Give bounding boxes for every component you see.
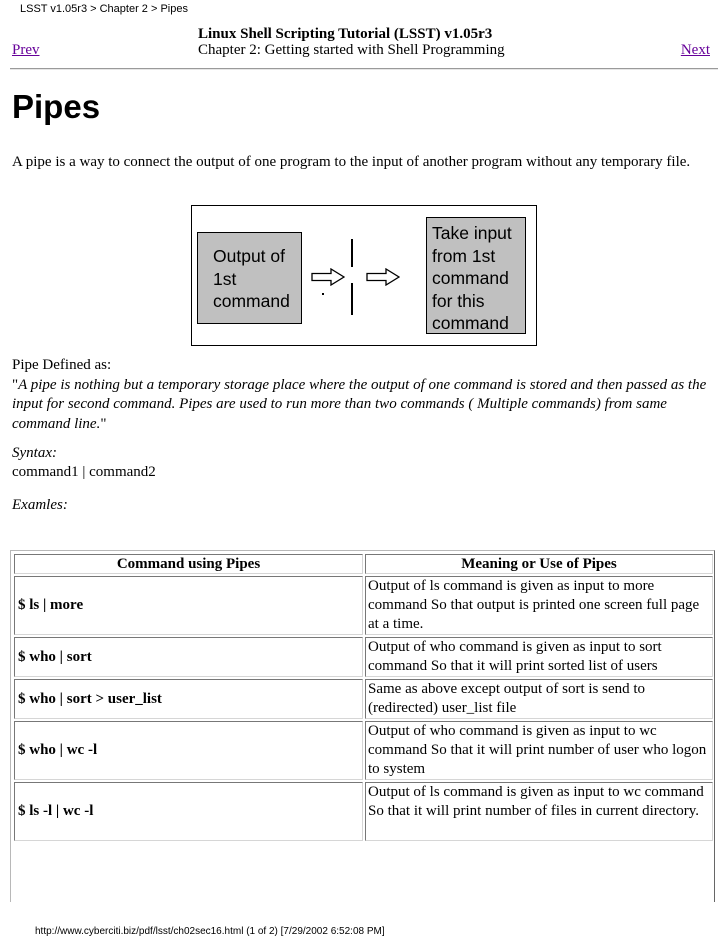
page-title: Pipes: [12, 88, 101, 125]
table-cell-meaning: Output of who command is given as input to sort command So that it will print sorted list of users: [365, 637, 713, 677]
intro-paragraph: A pipe is a way to connect the output of one program to the input of another program without any temporary file.: [12, 154, 691, 170]
pipe-definition: [12, 356, 714, 434]
diagram-dot: [322, 293, 324, 295]
input-box-line: command: [432, 313, 509, 333]
definition-text: [12, 376, 714, 435]
table-cell-meaning: Output of who command is given as input to wc command So that it will print number of user who logon to system: [365, 721, 713, 780]
syntax-label: Syntax:: [12, 445, 57, 461]
open-quote: ": [12, 376, 19, 393]
chapter-title: Chapter 2: Getting started with Shell Programming: [198, 42, 505, 58]
table-header-meaning: Meaning or Use of Pipes: [365, 554, 713, 574]
table-cell-meaning: Output of ls command is given as input to wc command So that it will print number of files in current directory.: [365, 782, 713, 841]
definition-quote: A pipe is nothing but a temporary storage place where the output of one command is stored and then passed as the input for second command. Pipes are used to run more than two commands ( Multiple commands) from same command line.: [12, 376, 707, 432]
header-divider: [10, 68, 718, 70]
output-box-line: command: [213, 291, 290, 311]
next-link[interactable]: Next: [680, 42, 710, 58]
input-box-line: Take input: [432, 223, 512, 243]
tutorial-title: Linux Shell Scripting Tutorial (LSST) v1.05r3: [198, 26, 493, 42]
pipe-bar-bottom: [351, 283, 353, 315]
input-box-line: for this: [432, 290, 485, 311]
breadcrumb: LSST v1.05r3 > Chapter 2 > Pipes: [20, 3, 188, 15]
output-box-line: Output of: [213, 246, 285, 266]
table-cell-meaning: Same as above except output of sort is send to (redirected) user_list file: [365, 679, 713, 719]
input-box: [426, 217, 526, 334]
pipes-examples-table: [10, 550, 715, 902]
page-footer-url: http://www.cyberciti.biz/pdf/lsst/ch02sec16.html (1 of 2) [7/29/2002 6:52:08 PM]: [35, 926, 385, 937]
table-cell-command: $ who | wc -l: [14, 721, 363, 780]
table-cell-meaning: Output of ls command is given as input to more command So that output is printed one screen full page at a time.: [365, 576, 713, 635]
close-quote: ": [100, 415, 107, 432]
input-box-line: from 1st: [432, 245, 496, 266]
examples-label: Examles:: [12, 497, 68, 513]
input-box-line: command: [432, 268, 509, 288]
table-cell-command: $ who | sort: [14, 637, 363, 677]
definition-label: Pipe Defined as:: [12, 357, 112, 373]
pipe-bar-top: [351, 239, 353, 267]
table-cell-command: $ who | sort > user_list: [14, 679, 363, 719]
pipe-diagram: [191, 205, 537, 346]
prev-link[interactable]: Prev: [12, 42, 40, 58]
arrow-right-icon: [366, 268, 400, 286]
output-box: [197, 232, 302, 324]
arrow-right-icon: [311, 268, 345, 286]
output-box-line: 1st: [213, 268, 237, 289]
table-header-command: Command using Pipes: [14, 554, 363, 574]
table-cell-command: $ ls -l | wc -l: [14, 782, 363, 841]
table-cell-command: $ ls | more: [14, 576, 363, 635]
syntax-command: command1 | command2: [12, 464, 156, 480]
